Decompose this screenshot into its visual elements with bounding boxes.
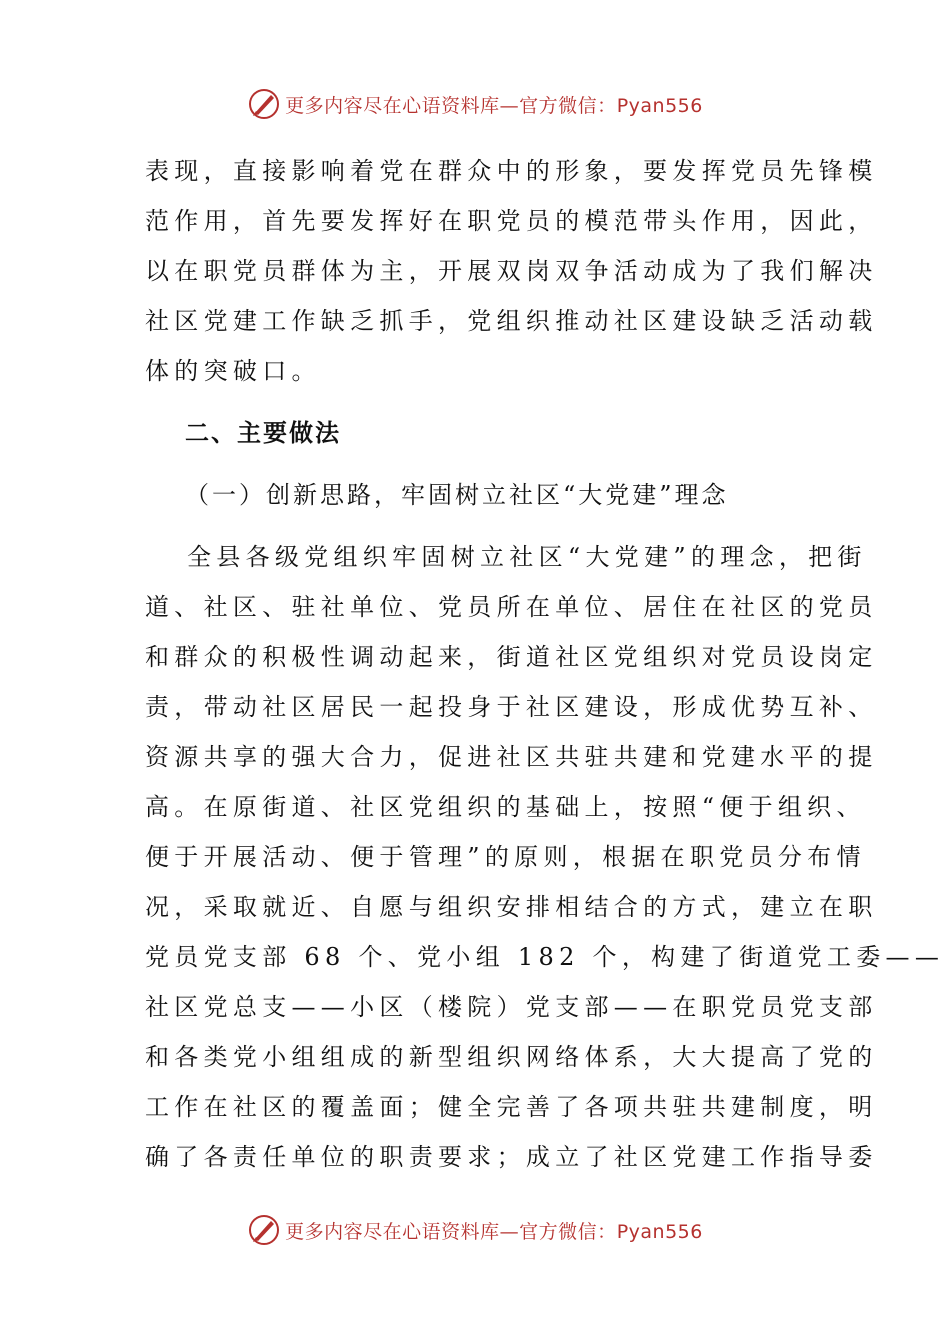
paragraph-main <box>145 532 945 1182</box>
banner-separator: — <box>499 1220 520 1243</box>
text-line: 况，采取就近、自愿与组织安排相结合的方式，建立在职 <box>145 893 878 921</box>
text-line: 和各类党小组组成的新型组织网络体系，大大提高了党的 <box>145 1043 878 1071</box>
header-banner <box>0 84 950 124</box>
text-line: 范作用，首先要发挥好在职党员的模范带头作用，因此， <box>145 207 878 235</box>
banner-text <box>285 91 703 118</box>
text-line: 道、社区、驻社单位、党员所在单位、居住在社区的党员 <box>145 593 878 621</box>
text-line: 全县各级党组织牢固树立社区“大党建”的理念，把街 <box>187 543 867 571</box>
pen-logo-icon <box>247 87 281 121</box>
text-line: 体的突破口。 <box>145 357 321 385</box>
pen-logo-icon <box>247 1213 281 1247</box>
banner-wechat-id: Pyan556 <box>616 1220 703 1243</box>
document-body <box>145 146 945 1182</box>
banner-main-text: 更多内容尽在心语资料库 <box>285 94 500 117</box>
banner-wechat-id: Pyan556 <box>616 94 703 117</box>
paragraph-continued <box>145 146 878 396</box>
text-line: 和群众的积极性调动起来，街道社区党组织对党员设岗定 <box>145 643 878 671</box>
text-line: 资源共享的强大合力，促进社区共驻共建和党建水平的提 <box>145 743 878 771</box>
text-line: 党员党支部 68 个、党小组 182 个，构建了街道党工委—— <box>145 943 945 971</box>
text-line: 以在职党员群体为主，开展双岗双争活动成为了我们解决 <box>145 257 878 285</box>
text-line: 责，带动社区居民一起投身于社区建设，形成优势互补、 <box>145 693 878 721</box>
banner-suffix-text: 官方微信： <box>519 94 617 117</box>
text-line: 便于开展活动、便于管理”的原则，根据在职党员分布情 <box>145 843 866 871</box>
banner-suffix-text: 官方微信： <box>519 1220 617 1243</box>
banner-main-text: 更多内容尽在心语资料库 <box>285 1220 500 1243</box>
footer-banner <box>0 1210 950 1250</box>
text-line: 社区党建工作缺乏抓手，党组织推动社区建设缺乏活动载 <box>145 307 878 335</box>
text-line: 确了各责任单位的职责要求；成立了社区党建工作指导委 <box>145 1143 878 1171</box>
subsection-heading: （一）创新思路，牢固树立社区“大党建”理念 <box>185 481 729 509</box>
text-line: 表现，直接影响着党在群众中的形象，要发挥党员先锋模 <box>145 157 878 185</box>
section-heading: 二、主要做法 <box>185 419 341 447</box>
banner-separator: — <box>499 94 520 117</box>
text-line: 工作在社区的覆盖面；健全完善了各项共驻共建制度，明 <box>145 1093 878 1121</box>
banner-text <box>285 1217 703 1244</box>
text-line: 高。在原街道、社区党组织的基础上，按照“便于组织、 <box>145 793 866 821</box>
text-line: 社区党总支——小区（楼院）党支部——在职党员党支部 <box>145 993 878 1021</box>
